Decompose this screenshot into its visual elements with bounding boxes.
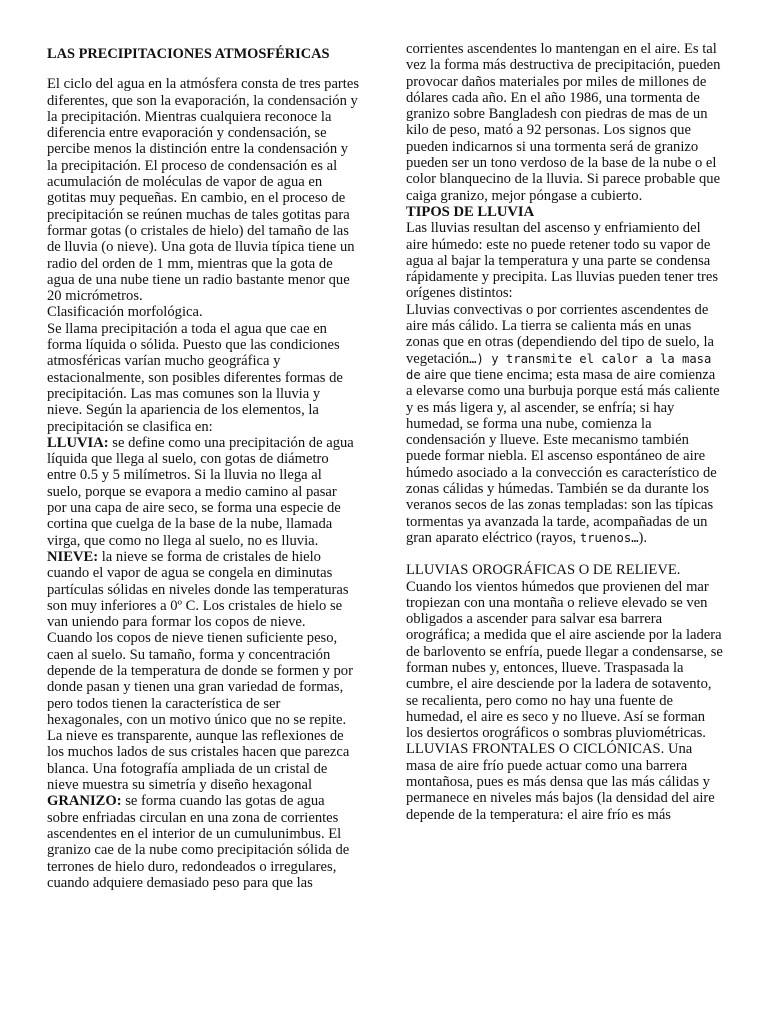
paragraph-transparente: La nieve es transparente, aunque las reflexiones de los muchos lados de sus cristales hacen que parezca blanca. Una fotografía ampliada de un cristal de nieve muestra su simetría y diseño hexagonal <box>47 728 350 794</box>
convectivas-mono-a: …) y transmite el calor a la masa de <box>406 351 712 382</box>
paragraph-orograficas: Cuando los vientos húmedos que provienen del mar tropiezan con una montaña o relieve elevado se ven obligados a ascender para salvar esa barrera orográfica; a medida que el aire asciende por la ladera de barlovento se enfría, puede llegar a condensarse, se forman nubes y, entonces, llueve. Traspasada la cumbre, el aire desciende por la ladera de sotavento, se recalienta, pero como no hay una fuente de humedad, el aire es seco y no llueve. Así se forman los desiertos orográficos o sombras pluviométricas. <box>406 578 723 742</box>
paragraph-convectivas <box>406 302 724 546</box>
paragraph-granizo <box>47 793 359 891</box>
right-column <box>406 41 724 823</box>
tipos-heading-text: TIPOS DE LLUVIA <box>406 203 535 220</box>
convectivas-end: ). <box>638 529 648 546</box>
granizo-label: GRANIZO: <box>47 793 122 810</box>
paragraph-precipitacion: Se llama precipitación a toda el agua que cae en forma líquida o sólida. Puesto que las condiciones atmosféricas varían mucho geográfica y estacionalmente, son posibles diferentes formas de precipitación. Las mas comunes son la lluvia y nieve. Según la apariencia de los elementos, la precipitación se clasifica en: <box>47 320 343 435</box>
nieve-label: NIEVE: <box>47 548 99 565</box>
paragraph-frontales <box>406 741 724 822</box>
frontales-text: Una masa de aire frío puede actuar como una barrera montañosa, pues es más densa que las más cálidas y permanece en niveles más bajos (la densidad del aire depende de la temperatura: el aire frío es más <box>406 741 715 823</box>
convectivas-text-b: aire que tiene encima; esta masa de aire comienza a elevarse como una burbuja porque está más caliente y es más ligera y, al ascender, se enfría; si hay humedad, se forma una nube, comienza la condensación y llueve. Este mecanismo también puede formar niebla. El ascenso espontáneo de aire húmedo asociado a la convección es característico de zonas cálidas y húmedas. También se da durante los veranos secos de las zonas templadas: son las típicas tormentas ya avanzada la tarde, acompañadas de un gran aparato eléctrico (rayos, <box>406 366 720 546</box>
lluvia-text: se define como una precipitación de agua líquida que llega al suelo, con gotas de diámetro entre 0.5 y 5 milímetros. Si la lluvia no llega al suelo, porque se evapora a medio camino al pasar por una capa de aire seco, se forma una especie de cortina que cuelga de la base de la nube, llamada virga, que como no llega al suelo, no es lluvia. <box>47 434 354 549</box>
frontales-heading: LLUVIAS FRONTALES O CICLÓNICAS. <box>406 741 665 758</box>
page-title: LAS PRECIPITACIONES ATMOSFÉRICAS <box>47 46 330 62</box>
left-column <box>47 46 359 891</box>
paragraph-lluvia <box>47 435 359 549</box>
spacer <box>406 546 724 562</box>
nieve-text: la nieve se forma de cristales de hielo cuando el vapor de agua se congela en diminutas partículas sólidas en niveles donde las temperaturas son muy inferiores a 0º C. Los cristales de hielo se van uniendo para formar los copos de nieve. <box>47 548 349 631</box>
heading-orograficas: LLUVIAS OROGRÁFICAS O DE RELIEVE. <box>406 562 681 579</box>
paragraph-ciclo: El ciclo del agua en la atmósfera consta de tres partes diferentes, que son la evaporación, la condensación y la precipitación. Mientras cualquiera reconoce la diferencia entre evaporación y condensación, se percibe menos la distinción entre la condensación y la precipitación. El proceso de condensación es al acumulación de moléculas de vapor de agua en gotitas muy pequeñas. En cambio, en el proceso de precipitación se reúnen muchas de tales gotitas para formar gotas (o cristales de hielo) del tamaño de las de lluvia (o nieve). Una gota de lluvia típica tiene un radio del orden de 1 mm, mientras que la gota de agua de una nube tiene un radio bastante menor que 20 micrómetros. <box>47 76 360 305</box>
lluvia-label: LLUVIA: <box>47 434 109 451</box>
convectivas-mono-b: truenos… <box>579 530 639 545</box>
paragraph-copos: Cuando los copos de nieve tienen suficiente peso, caen al suelo. Su tamaño, forma y concentración depende de la temperatura de donde se formen y por donde pasan y tienen una gran variedad de formas, pero todos tienen la característica de ser hexagonales, con un motivo único que no se repite. <box>47 630 353 728</box>
paragraph-clasificacion: Clasificación morfológica. <box>47 304 203 321</box>
paragraph-tipos: Las lluvias resultan del ascenso y enfriamiento del aire húmedo: este no puede retener todo su vapor de agua al bajar la temperatura y una parte se condensa rápidamente y precipita. Las lluvias pueden tener tres orígenes distintos: <box>406 220 719 302</box>
paragraph-granizo-cont: corrientes ascendentes lo mantengan en el aire. Es tal vez la forma más destructiva de precipitación, pueden provocar daños materiales por miles de millones de dólares cada año. En el año 1986, una tormenta de granizo sobre Bangladesh con piedras de mas de un kilo de peso, mató a 92 personas. Los signos que pueden indicarnos si una tormenta será de granizo pueden ser un tono verdoso de la base de la nube o el color blanquecino de la lluvia. Si parece probable que caiga granizo, mejor póngase a cubierto. <box>406 41 721 204</box>
granizo-text: se forma cuando las gotas de agua sobre enfriadas circulan en una zona de corrientes ascendentes en el interior de un cumulunimbus. El granizo cae de la nube como precipitación sólida de terrones de hielo duro, redondeados o irregulares, cuando adquiere demasiado peso para que las <box>47 793 350 891</box>
heading-tipos-lluvia <box>406 204 724 220</box>
convectivas-text-a: Lluvias convectivas o por corrientes ascendentes de aire más cálido. La tierra se calienta más en unas zonas que en otras (dependiendo del tipo de suelo, la vegetación <box>406 301 714 367</box>
paragraph-nieve <box>47 549 359 630</box>
